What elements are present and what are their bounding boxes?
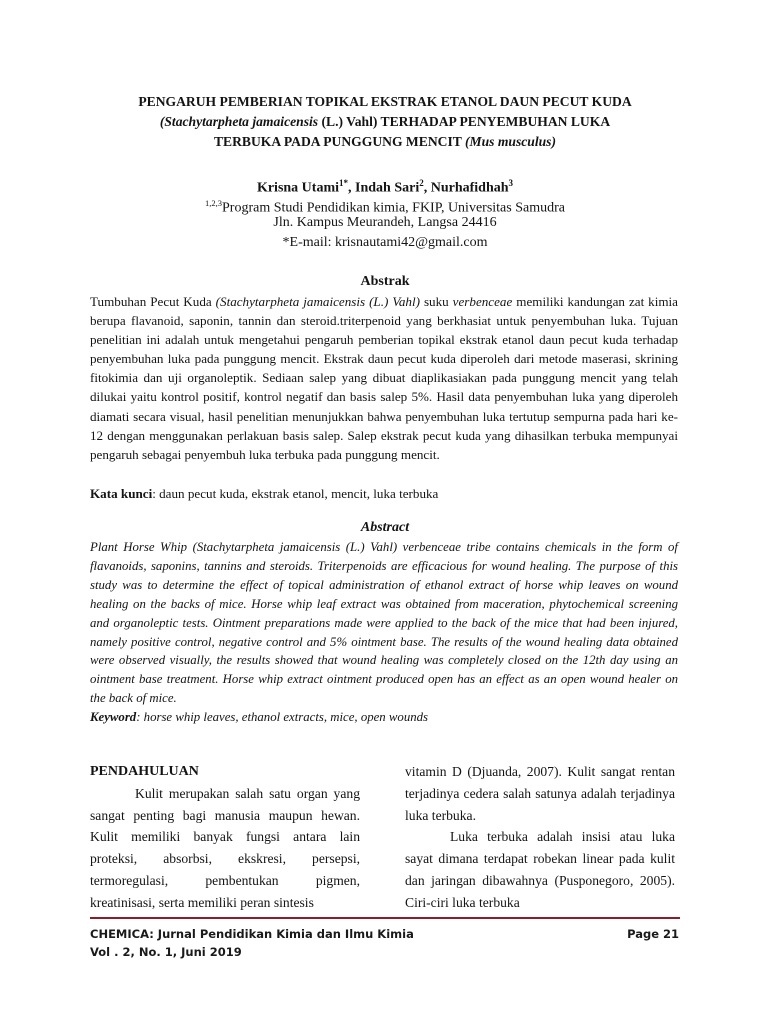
author-3: , Nurhafidhah — [423, 180, 509, 196]
title-line-2-rest: TERHADAP PENYEMBUHAN LUKA — [377, 114, 611, 129]
paper-title — [90, 92, 680, 152]
abstrak-body — [90, 292, 678, 464]
author-2-sup: 2 — [419, 178, 424, 188]
affiliation-program-text: Program Studi Pendidikan kimia, FKIP, Universitas Samudra — [222, 200, 565, 216]
keywords — [90, 708, 678, 727]
column-right — [405, 761, 675, 914]
author-3-sup: 3 — [508, 178, 514, 188]
title-line-3 — [90, 132, 680, 152]
abstract-heading: Abstract — [360, 520, 410, 535]
kata-kunci — [90, 484, 678, 503]
column-left — [90, 761, 360, 914]
title-species-italic: (Stachytarpheta jamaicensis — [159, 114, 319, 129]
keywords-label: Keyword — [90, 710, 137, 724]
affiliation-sup: 1,2,3 — [205, 198, 222, 208]
title-line-3-text: TERBUKA PADA PUNGGUNG MENCIT — [213, 134, 465, 149]
section-heading-pendahuluan: PENDAHULUAN — [90, 764, 199, 779]
abstrak-family: verbenceae — [452, 294, 513, 309]
footer-journal-name: CHEMICA: Jurnal Pendidikan Kimia dan Ilmu Kimia — [90, 927, 414, 941]
affiliation-address: Jln. Kampus Meurandeh, Langsa 24416 — [273, 215, 497, 230]
kata-kunci-label: Kata kunci — [90, 486, 153, 501]
footer-rule — [90, 917, 680, 919]
intro-paragraph-1: Kulit merupakan salah satu organ yang sangat penting bagi manusia maupun hewan. Kulit memiliki banyak fungsi antara lain proteksi, absorbsi, ekskresi, persepsi, termoregulasi, pembentukan pigmen, kreatinisasi, serta memiliki peran sintesis — [90, 785, 360, 910]
abstract-body: Plant Horse Whip (Stachytarpheta jamaicensis (L.) Vahl) verbenceae tribe contains chemicals in the form of flavanoids, saponins, tannins and steroids. Triterpenoids are efficacious for wound healing. The purpose of this study was to determine the effect of topical administration of ethanol extract of horse whip leaves on wound healing on the backs of mice. Horse whip leaf extract was obtained from maceration, phytochemical screening and organoleptic tests. Ointment preparations made were applied to the back of the mice that had been injured, namely positive control, negative control and 5% ointment base. The results of the wound healing data obtained were observed visually, the results showed that wound healing was completely closed on the 12th day using an ointment base treatment. Horse whip extract ointment produced open has an effect as an open wound healer on the back of mice. — [90, 540, 678, 706]
intro-paragraph-1-cont: vitamin D (Djuanda, 2007). Kulit sangat rentan terjadinya cedera salah satunya adalah terjadinya luka terbuka. — [405, 764, 675, 823]
abstrak-lead: Tumbuhan Pecut Kuda — [90, 294, 216, 309]
abstrak-species: (Stachytarpheta jamaicensis (L.) Vahl) — [215, 294, 420, 309]
affiliation-email: *E-mail: krisnautami42@gmail.com — [282, 235, 488, 250]
title-line-1: PENGARUH PEMBERIAN TOPIKAL EKSTRAK ETANOL DAUN PECUT KUDA — [138, 94, 632, 109]
keywords-text: : horse whip leaves, ethanol extracts, mice, open wounds — [136, 710, 429, 724]
title-line-2 — [90, 112, 680, 132]
title-species-author: (L.) Vahl) — [318, 114, 378, 129]
intro-paragraph-2: Luka terbuka adalah insisi atau luka sayat dimana terdapat robekan linear pada kulit dan jaringan dibawahnya (Pusponegoro, 2005). Ciri-ciri luka terbuka — [405, 829, 675, 910]
author-1-sup: 1* — [339, 178, 349, 188]
author-2: , Indah Sari — [348, 180, 420, 196]
abstrak-text: memiliki kandungan zat kimia berupa flavanoid, saponin, tannin dan steroid.triterpenoid yang berkhasiat untuk penyembuhan luka. Tujuan penelitian ini adalah untuk mengetahui pengaruh pemberian topikal ekstrak etanol daun pecut kuda terhadap penyembuhan luka pada punggung mencit. Ekstrak daun pecut kuda diperoleh dari metode maserasi, skrining fitokimia dan uji organoleptik. Sediaan salep yang dibuat diaplikasiakan pada punggung mencit yang telah dilukai yaitu kontrol positif, kontrol negatif dan basis salep 5%. Hasil data penyembuhan luka yang diperoleh diamati secara visual, hasil penelitian menunjukkan bahwa penyembuhan luka tertutup sempurna pada hari ke-12 dengan menggunakan perlakuan basis salep. Salep ekstrak pecut kuda yang dihasilkan terbuka mempunyai pengaruh sebagai penyembuh luka terbuka pada punggung mencit. — [90, 294, 678, 462]
title-line-3-italic: (Mus musculus) — [464, 134, 557, 149]
footer-journal-info — [90, 925, 414, 961]
footer-page-number: Page 21 — [627, 927, 679, 941]
abstrak-heading: Abstrak — [360, 274, 410, 289]
kata-kunci-text: : daun pecut kuda, ekstrak etanol, mencit, luka terbuka — [152, 486, 439, 501]
footer-volume: Vol . 2, No. 1, Juni 2019 — [90, 945, 242, 959]
author-1: Krisna Utami — [256, 180, 340, 196]
abstrak-mid: suku — [419, 294, 453, 309]
